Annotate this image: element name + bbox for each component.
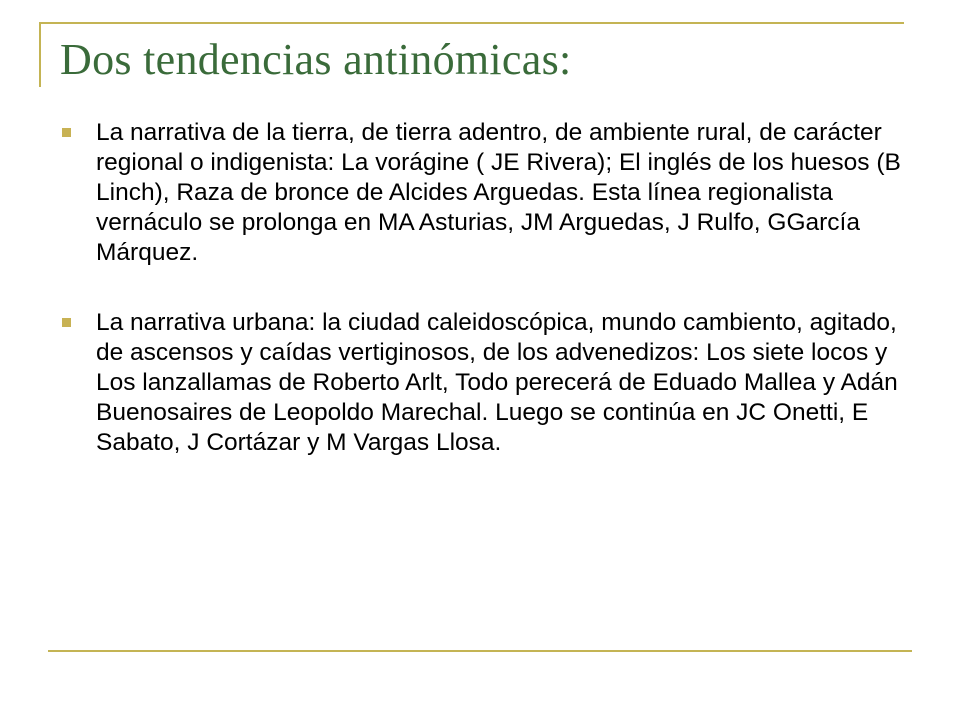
bullet-list: [62, 118, 914, 498]
square-bullet-icon: [62, 128, 71, 137]
bullet-text: La narrativa de la tierra, de tierra adentro, de ambiente rural, de carácter regional o indigenista: La vorágine ( JE Rivera); El inglés de los huesos (B Linch), Raza de bronce de Alcides Arguedas. Esta línea regionalista vernáculo se prolonga en MA Asturias, JM Arguedas, J Rulfo, GGarcía Márquez.: [96, 119, 901, 266]
left-rule: [39, 22, 41, 87]
bullet-text: La narrativa urbana: la ciudad caleidoscópica, mundo cambiento, agitado, de ascensos y caídas vertiginosos, de los advenedizos: Los siete locos y Los lanzallamas de Roberto Arlt, Todo perecerá de Eduado Mallea y Adán Buenosaires de Leopoldo Marechal. Luego se continúa en JC Onetti, E Sabato, J Cortázar y M Vargas Llosa.: [96, 309, 898, 456]
bullet-item: [62, 118, 914, 268]
slide-title: Dos tendencias antinómicas:: [60, 35, 572, 84]
top-rule: [40, 22, 904, 24]
square-bullet-icon: [62, 318, 71, 327]
bottom-rule: [48, 650, 912, 652]
bullet-item: [62, 308, 914, 458]
